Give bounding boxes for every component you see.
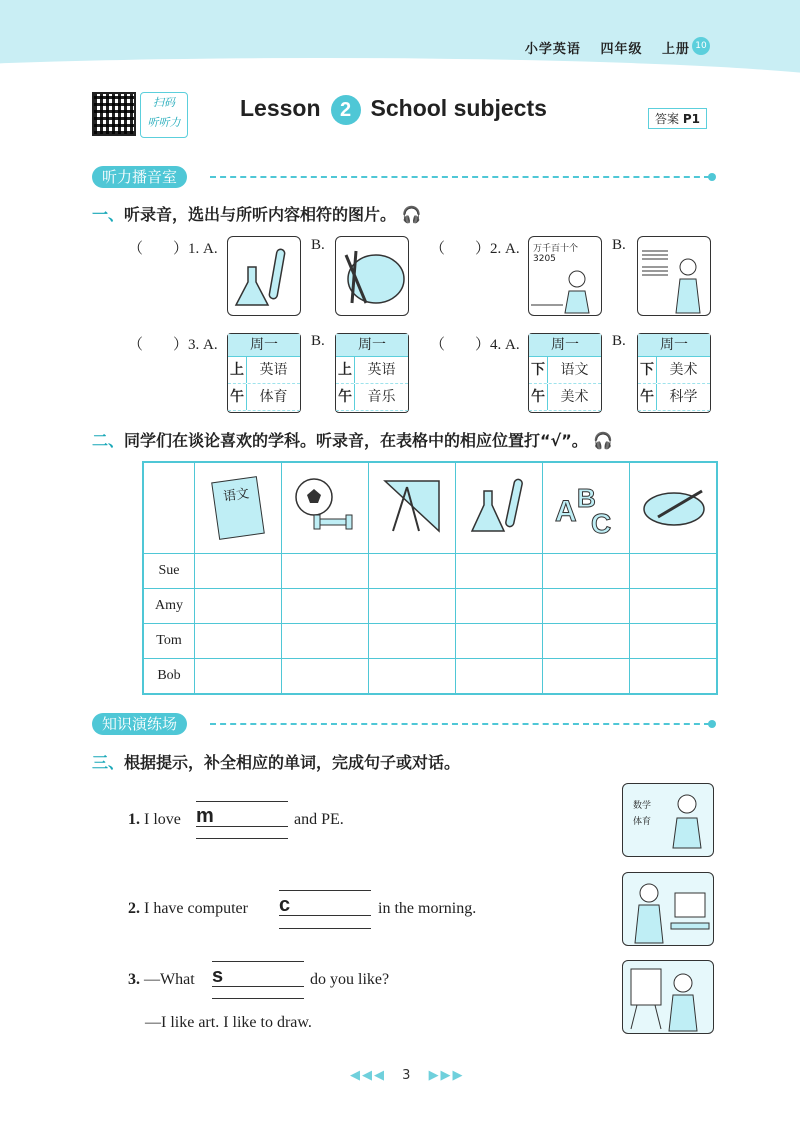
book-label: 语文 <box>211 476 265 540</box>
s2-after: in the morning. <box>378 900 477 917</box>
row-name: Bob <box>143 659 195 695</box>
right-arrows-icon: ▶▶▶ <box>428 1068 465 1083</box>
answer-label: 答案 <box>655 112 680 126</box>
subject: 小学英语 <box>524 42 581 57</box>
science-flask-icon <box>456 462 543 554</box>
s1-after: and PE. <box>294 811 344 828</box>
schedule-card-1a[interactable] <box>227 333 301 413</box>
banner-divider <box>210 176 710 178</box>
s1-num: 1. <box>128 811 140 828</box>
schedule-head: 周一 <box>336 334 408 357</box>
check-cell[interactable] <box>456 624 543 659</box>
q1-item-3: （ ）3. A. <box>128 337 218 353</box>
banner-divider <box>210 723 710 725</box>
q1-text: 听录音，选出与所听内容相符的图片。 <box>124 205 397 224</box>
drawing-class-picture <box>622 960 714 1034</box>
grade: 四年级 <box>600 42 643 57</box>
schedule-key: 下 <box>529 357 548 383</box>
table-corner <box>143 462 195 554</box>
page-title <box>240 95 547 125</box>
schedule-subject: 英语 <box>367 362 396 378</box>
fill-line-bottom <box>212 998 304 999</box>
s3-after: do you like? <box>310 971 390 988</box>
check-cell[interactable] <box>543 589 630 624</box>
check-cell[interactable] <box>282 554 369 589</box>
page-footer <box>350 1068 465 1083</box>
answer-blank-2[interactable] <box>279 895 371 916</box>
lesson-number: 2 <box>331 95 361 125</box>
check-cell[interactable] <box>282 589 369 624</box>
fill-line-top <box>212 961 304 962</box>
q1-item-2-b: B. <box>612 237 626 253</box>
banner-dot <box>708 173 716 181</box>
check-cell[interactable] <box>369 554 456 589</box>
fill-line-top <box>279 890 371 891</box>
answer-reference <box>648 108 707 129</box>
question-3-heading <box>92 750 460 773</box>
scan-line1: 扫码 <box>153 96 175 109</box>
q1-item-3-b: B. <box>311 333 325 349</box>
science-flask-picture[interactable] <box>227 236 301 316</box>
check-cell[interactable] <box>456 659 543 695</box>
computer-class-picture <box>622 872 714 946</box>
english-abc-icon <box>543 462 630 554</box>
svg-text:B: B <box>577 482 596 513</box>
page-number: 3 <box>402 1068 413 1083</box>
pe-ball-icon <box>282 462 369 554</box>
math-tools-icon <box>369 462 456 554</box>
check-cell[interactable] <box>195 589 282 624</box>
schedule-card-2a[interactable] <box>528 333 602 413</box>
row-name: Sue <box>143 554 195 589</box>
q1-item-1: （ ）1. A. <box>128 241 218 257</box>
svg-text:C: C <box>591 507 612 539</box>
answer-blank-3[interactable] <box>212 966 304 987</box>
s1-before: I love <box>144 811 181 828</box>
math-teacher-picture[interactable] <box>528 236 602 316</box>
check-cell[interactable] <box>369 589 456 624</box>
check-cell[interactable] <box>282 659 369 695</box>
row-name: Amy <box>143 589 195 624</box>
qr-code[interactable] <box>92 92 136 136</box>
schedule-head: 周一 <box>638 334 710 357</box>
subjects-table <box>142 461 718 695</box>
s1-letter: m <box>196 805 214 827</box>
schedule-subject: 体育 <box>259 389 288 405</box>
s2-num: 2. <box>128 900 140 917</box>
check-cell[interactable] <box>630 624 718 659</box>
q2-text: 同学们在谈论喜欢的学科。听录音，在表格中的相应位置打“√”。 <box>124 431 588 450</box>
schedule-subject: 音乐 <box>367 389 396 405</box>
boy-subjects-picture <box>622 783 714 857</box>
check-cell[interactable] <box>630 589 718 624</box>
schedule-head: 周一 <box>228 334 300 357</box>
check-cell[interactable] <box>456 589 543 624</box>
sentence-3 <box>128 971 195 989</box>
check-cell[interactable] <box>630 554 718 589</box>
row-name: Tom <box>143 624 195 659</box>
lesson-title: School subjects <box>370 95 547 121</box>
q1-item-1-b: B. <box>311 237 325 253</box>
left-arrows-icon: ◀◀◀ <box>350 1068 386 1083</box>
schedule-subject: 美术 <box>560 389 589 405</box>
section-banner-practice: 知识演练场 <box>92 713 187 735</box>
schedule-key: 上 <box>228 357 247 383</box>
scan-line2: 听听力 <box>147 116 181 129</box>
schedule-key: 上 <box>336 357 355 383</box>
s2-before: I have computer <box>144 900 248 917</box>
page-tag: 10 <box>692 37 710 55</box>
headphone-icon[interactable]: 🎧 <box>593 431 614 450</box>
q1-item-2: （ ）2. A. <box>430 241 520 257</box>
check-cell[interactable] <box>282 624 369 659</box>
book-info <box>511 38 690 57</box>
schedule-card-1b[interactable] <box>335 333 409 413</box>
check-cell[interactable] <box>543 554 630 589</box>
lesson-word: Lesson <box>240 95 321 121</box>
chinese-book-icon <box>195 462 282 554</box>
schedule-key: 午 <box>638 384 657 410</box>
pic-label-math: 数学 <box>633 801 652 811</box>
fill-line-bottom <box>196 838 288 839</box>
s3-num: 3. <box>128 971 140 988</box>
check-cell[interactable] <box>195 554 282 589</box>
schedule-subject: 语文 <box>560 362 589 378</box>
schedule-subject: 科学 <box>669 389 698 405</box>
s3-letter: s <box>212 965 224 987</box>
check-cell[interactable] <box>369 624 456 659</box>
s2-letter: c <box>279 894 291 916</box>
section-banner-listening: 听力播音室 <box>92 166 187 188</box>
art-palette-icon <box>630 462 718 554</box>
schedule-card-2b[interactable] <box>637 333 711 413</box>
question-2-heading <box>92 428 613 451</box>
q2-lead: 二、 <box>92 431 125 450</box>
schedule-subject: 英语 <box>259 362 288 378</box>
schedule-key: 午 <box>228 384 247 410</box>
check-cell[interactable] <box>543 624 630 659</box>
q1-item-4-b: B. <box>612 333 626 349</box>
schedule-key: 午 <box>529 384 548 410</box>
board-text: 万千百十个 3205 <box>533 244 579 264</box>
paint-palette-picture[interactable] <box>335 236 409 316</box>
check-cell[interactable] <box>543 659 630 695</box>
term: 上册 <box>661 42 690 57</box>
headphone-icon[interactable]: 🎧 <box>401 205 422 224</box>
music-teacher-picture[interactable] <box>637 236 711 316</box>
svg-text:A: A <box>555 494 577 528</box>
q3-lead: 三、 <box>92 753 125 772</box>
check-cell[interactable] <box>369 659 456 695</box>
fill-line-bottom <box>279 928 371 929</box>
fill-line-top <box>196 801 288 802</box>
scan-listen-label <box>140 92 188 138</box>
q1-lead: 一、 <box>92 205 125 224</box>
sentence-2 <box>128 900 248 918</box>
schedule-subject: 美术 <box>669 362 698 378</box>
check-cell[interactable] <box>456 554 543 589</box>
check-cell[interactable] <box>195 659 282 695</box>
schedule-key: 下 <box>638 357 657 383</box>
pic-label-pe: 体育 <box>633 817 652 827</box>
answer-blank-1[interactable] <box>196 806 288 827</box>
banner-dot <box>708 720 716 728</box>
q3-text: 根据提示，补全相应的单词，完成句子或对话。 <box>124 753 461 772</box>
answer-page: P1 <box>682 112 700 126</box>
check-cell[interactable] <box>195 624 282 659</box>
schedule-head: 周一 <box>529 334 601 357</box>
schedule-key: 午 <box>336 384 355 410</box>
q1-item-4: （ ）4. A. <box>430 337 520 353</box>
s3-reply: —I like art. I like to draw. <box>145 1014 312 1031</box>
sentence-1 <box>128 811 181 829</box>
question-1-heading <box>92 202 422 225</box>
s3-before: —What <box>144 971 195 988</box>
check-cell[interactable] <box>630 659 718 695</box>
